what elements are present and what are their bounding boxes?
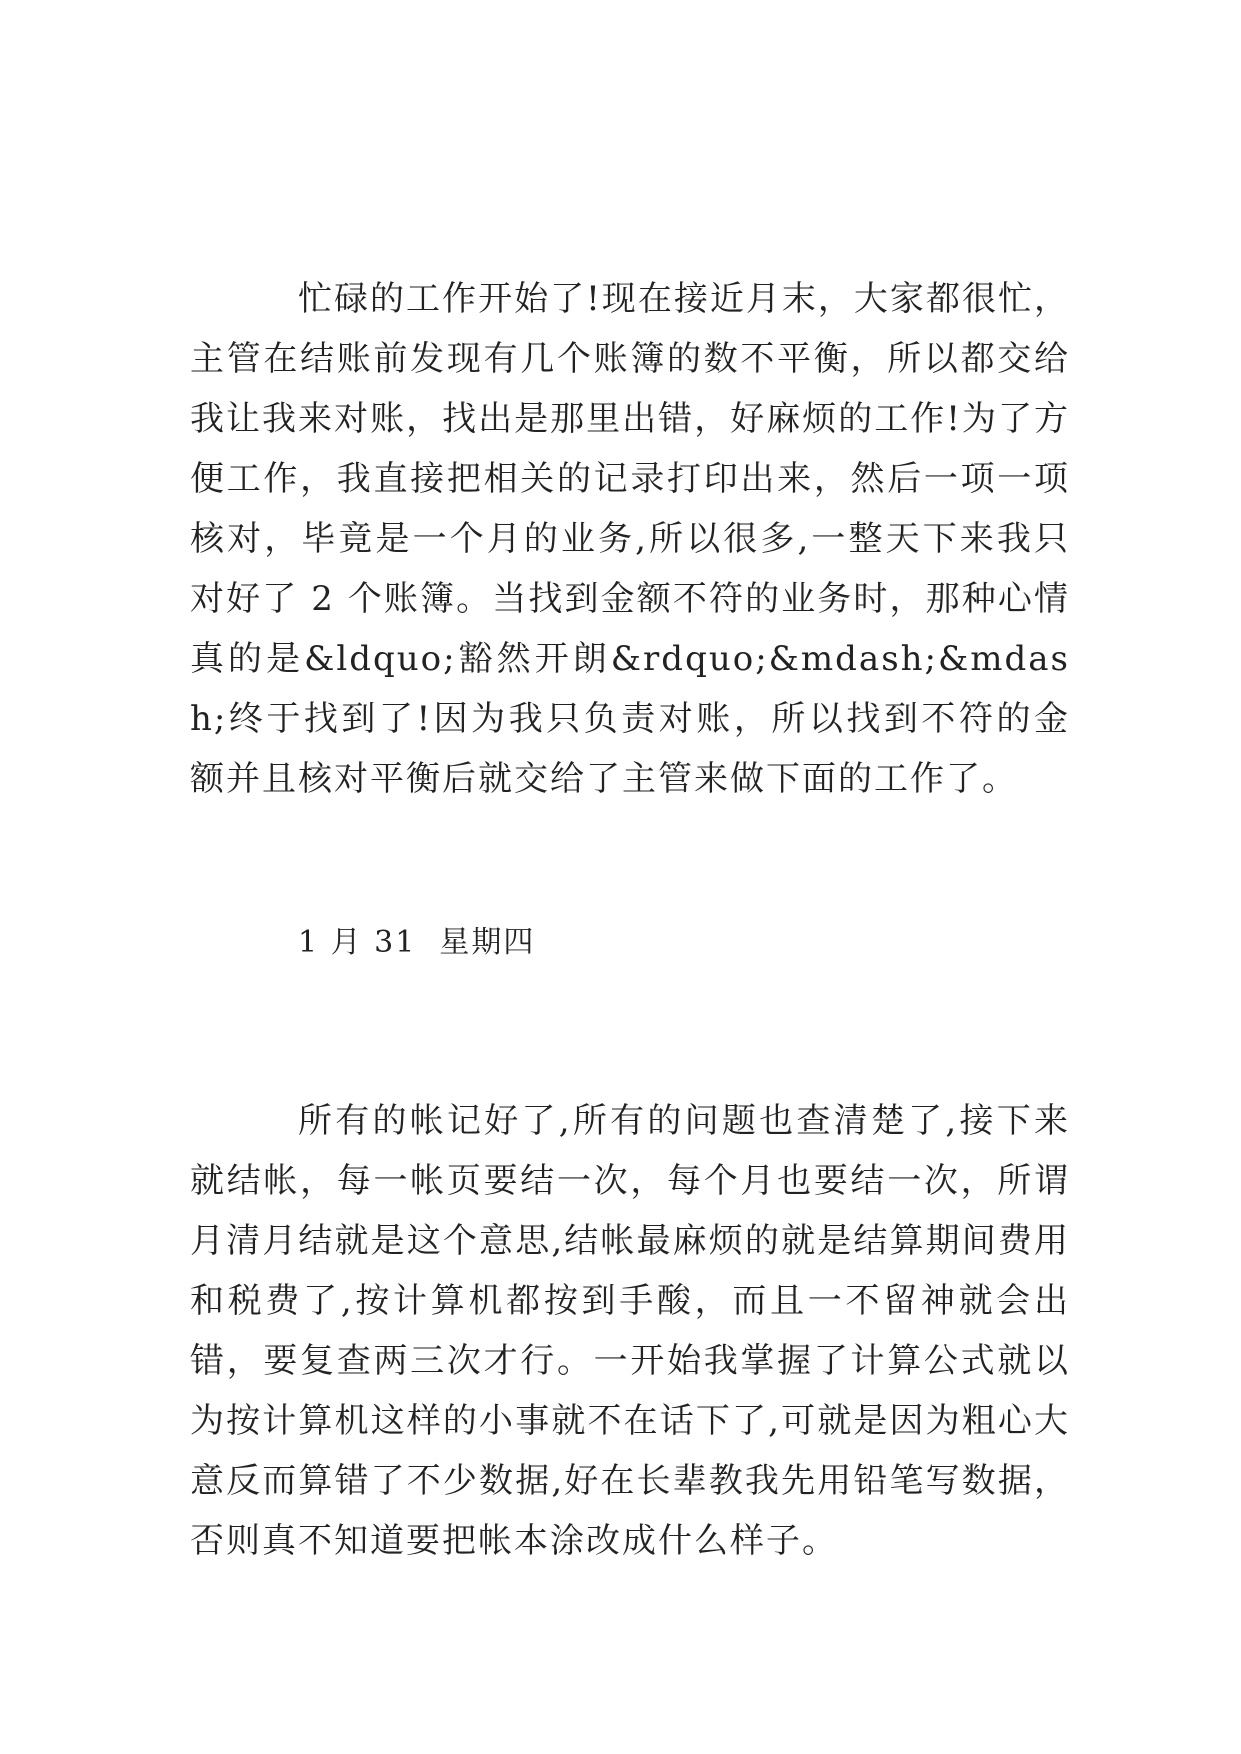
body-paragraph-1: 忙碌的工作开始了!现在接近月末，大家都很忙，主管在结账前发现有几个账簿的数不平衡，所以都交给我让我来对账，找出是那里出错，好麻烦的工作!为了方便工作，我直接把相关的记录打印出来，然后一项一项核对，毕竟是一个月的业务,所以很多,一整天下来我只对好了 2 个账簿。当找到金额不符的业务时，那种心情真的是&ldquo;豁然开朗&rdquo;&mdash;&mdash;终于找到了!因为我只负责对账，所以找到不符的金额并且核对平衡后就交给了主管来做下面的工作了。 xyxy=(190,279,1070,799)
body-paragraph-2: 所有的帐记好了,所有的问题也查清楚了,接下来就结帐，每一帐页要结一次，每个月也要结一次，所谓月清月结就是这个意思,结帐最麻烦的就是结算期间费用和税费了,按计算机都按到手酸，而且一不留神就会出错，要复查两三次才行。一开始我掌握了计算公式就以为按计算机这样的小事就不在话下了,可就是因为粗心大意反而算错了不少数据,好在长辈教我先用铅笔写数据，否则真不知道要把帐本涂改成什么样子。 xyxy=(190,1101,1070,1561)
date-heading: 1 月 31 星期四 xyxy=(298,925,536,960)
